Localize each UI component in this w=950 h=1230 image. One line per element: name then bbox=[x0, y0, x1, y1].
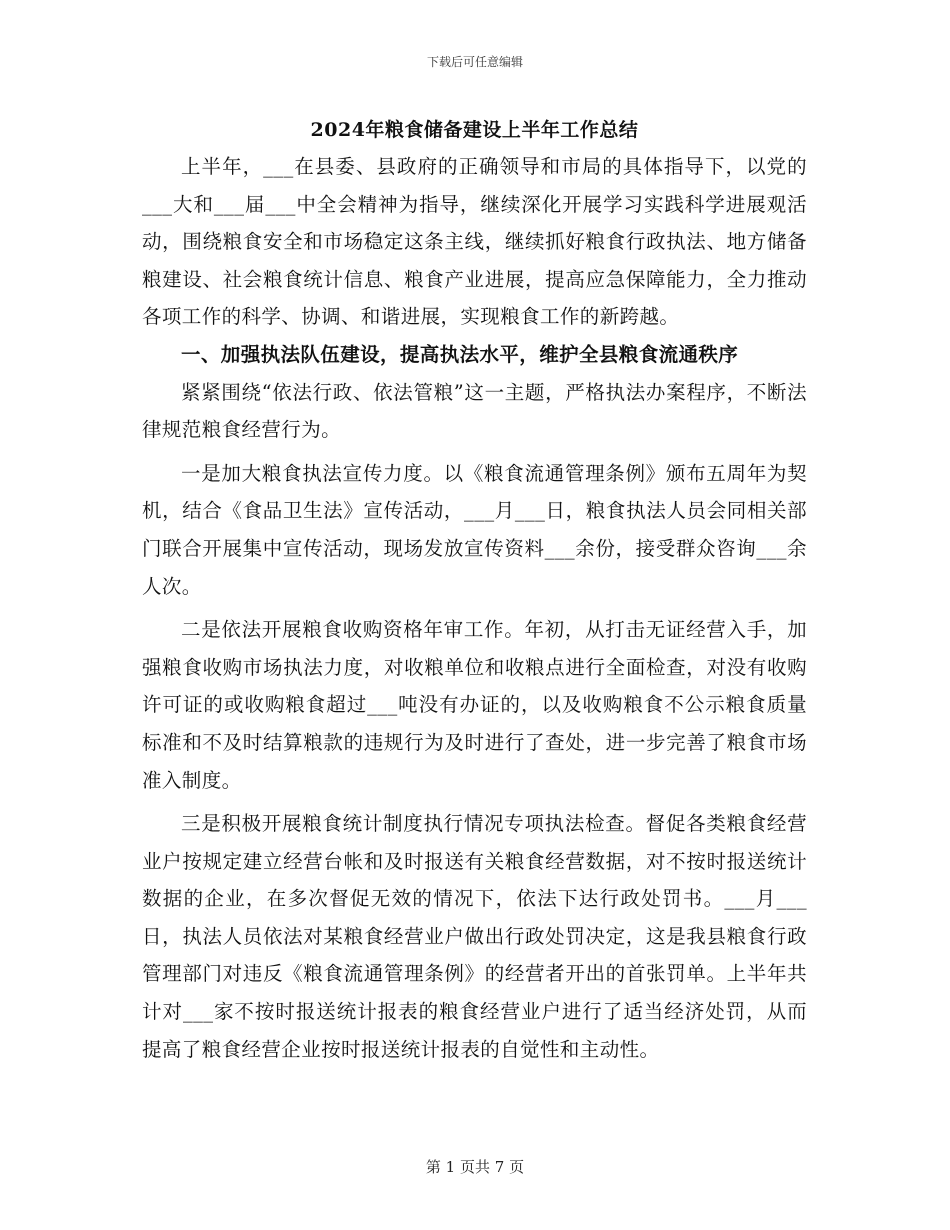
page-number-footer: 第 1 页共 7 页 bbox=[425, 1158, 525, 1176]
document-title: 2024年粮食储备建设上半年工作总结 bbox=[310, 119, 639, 141]
point-2-paragraph: 二是依法开展粮食收购资格年审工作。年初，从打击无证经营入手，加强粮食收购市场执法力度，对收粮单位和收粮点进行全面检查，对没有收购许可证的或收购粮食超过___吨没有办证的，以及收购粮食不公示粮食质量标准和不及时结算粮款的违规行为及时进行了查处，进一步完善了粮食市场准入制度。 bbox=[142, 618, 807, 792]
header-note: 下载后可任意编辑 bbox=[426, 55, 523, 69]
section-heading-1: 一、加强执法队伍建设，提高执法水平，维护全县粮食流通秩序 bbox=[181, 342, 739, 366]
intro-paragraph: 上半年，___在县委、县政府的正确领导和市局的具体指导下，以党的___大和___届___中全会精神为指导，继续深化开展学习实践科学进展观活动，围绕粮食安全和市场稳定这条主线，继续抓好粮食行政执法、地方储备粮建设、社会粮食统计信息、粮食产业进展，提高应急保障能力，全力推动各项工作的科学、协调、和谐进展，实现粮食工作的新跨越。 bbox=[142, 155, 807, 329]
section-1-summary: 紧紧围绕“依法行政、依法管粮”这一主题，严格执法办案程序，不断法律规范粮食经营行为。 bbox=[142, 380, 807, 442]
point-3-paragraph: 三是积极开展粮食统计制度执行情况专项执法检查。督促各类粮食经营业户按规定建立经营台帐和及时报送有关粮食经营数据，对不按时报送统计数据的企业，在多次督促无效的情况下，依法下达行政处罚书。___月___日，执法人员依法对某粮食经营业户做出行政处罚决定，这是我县粮食行政管理部门对违反《粮食流通管理条例》的经营者开出的首张罚单。上半年共计对___家不按时报送统计报表的粮食经营业户进行了适当经济处罚，从而提高了粮食经营企业按时报送统计报表的自觉性和主动性。 bbox=[142, 812, 807, 1061]
document-body bbox=[142, 112, 807, 1068]
point-1-paragraph: 一是加大粮食执法宣传力度。以《粮食流通管理条例》颁布五周年为契机，结合《食品卫生法》宣传活动，___月___日，粮食执法人员会同相关部门联合开展集中宣传活动，现场发放宣传资料___余份，接受群众咨询___余人次。 bbox=[142, 461, 807, 598]
